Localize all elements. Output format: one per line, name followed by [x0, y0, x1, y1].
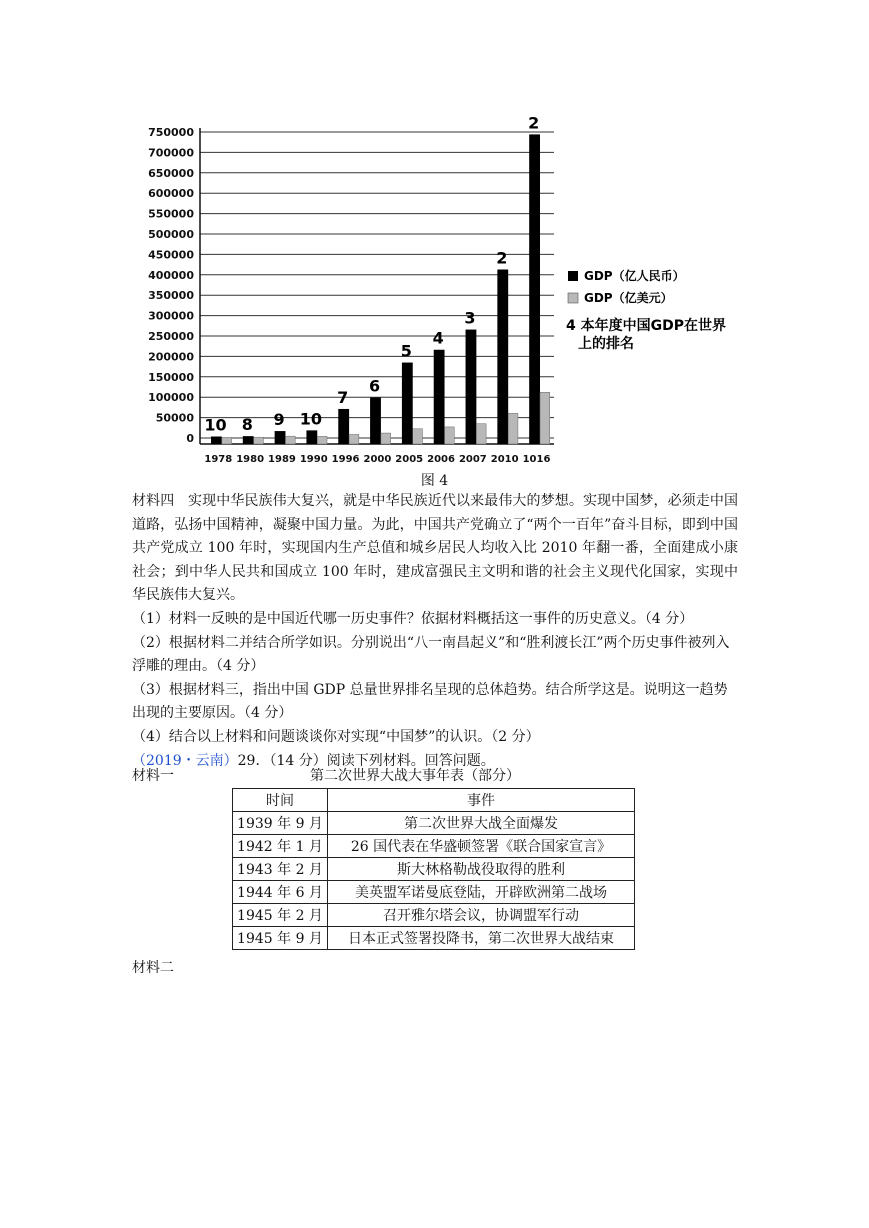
table-cell-time: 1944 年 6 月 — [233, 881, 328, 904]
rank-label: 10 — [299, 409, 323, 429]
y-tick-label: 600000 — [148, 187, 194, 201]
bar-gdp-usd — [349, 434, 359, 444]
material4-block — [132, 490, 738, 773]
y-tick-label: 150000 — [148, 370, 194, 384]
x-tick-label: 2006 — [427, 454, 455, 465]
x-tick-label: 2005 — [395, 454, 424, 465]
table-header-event: 事件 — [328, 789, 635, 812]
rank-label: 6 — [368, 376, 381, 396]
y-tick-label: 750000 — [148, 126, 194, 139]
material4-label: 材料四 — [132, 493, 175, 509]
question-2: （2）根据材料二并结合所学如识。分别说出“八一南昌起义”和“胜利渡长江”两个历史事件被列入浮雕的理由。（4 分） — [132, 634, 730, 675]
table-row — [233, 858, 635, 881]
gdp-chart — [130, 112, 740, 472]
table-row — [233, 835, 635, 858]
table-title: 第二次世界大战大事年表（部分） — [310, 768, 520, 784]
y-tick-label: 650000 — [148, 166, 194, 180]
x-tick-label: 2010 — [490, 454, 519, 465]
y-tick-label: 350000 — [148, 289, 194, 303]
bar-gdp-rmb — [306, 430, 317, 444]
y-tick-label: 450000 — [148, 248, 194, 262]
legend-swatch-usd — [568, 293, 578, 303]
bar-gdp-rmb — [402, 363, 413, 444]
bar-gdp-usd — [476, 424, 486, 444]
table-cell-time: 1939 年 9 月 — [233, 812, 328, 835]
y-tick-label: 50000 — [155, 411, 194, 425]
table-cell-event: 美英盟军诺曼底登陆，开辟欧洲第二战场 — [328, 881, 635, 904]
question-29-text: 29．（14 分）阅读下列材料。回答问题。 — [237, 752, 495, 769]
bar-gdp-usd — [285, 436, 295, 444]
y-tick-label: 250000 — [148, 330, 194, 343]
table-cell-time: 1943 年 2 月 — [233, 858, 328, 881]
bar-gdp-usd — [254, 437, 264, 444]
table-cell-event: 召开雅尔塔会议，协调盟军行动 — [328, 904, 635, 927]
gdp-bar-chart-svg — [130, 112, 740, 472]
table-row — [233, 812, 635, 835]
rank-label: 7 — [337, 387, 349, 407]
table-cell-time: 1945 年 2 月 — [233, 904, 328, 927]
bar-gdp-rmb — [529, 134, 540, 444]
y-tick-label: 100000 — [148, 391, 194, 405]
question-3: （3）根据材料三，指出中国 GDP 总量世界排名呈现的总体趋势。结合所学这是。说明这一趋势出现的主要原因。（4 分） — [132, 681, 728, 722]
table-cell-event: 第二次世界大战全面爆发 — [328, 812, 635, 835]
bar-gdp-rmb — [370, 398, 381, 444]
rank-label: 2 — [496, 248, 508, 268]
table-cell-event: 26 国代表在华盛顿签署《联合国家宣言》 — [328, 835, 635, 858]
x-tick-label: 1996 — [331, 454, 360, 465]
legend-note-line-1: 4 本年度中国GDP在世界 — [566, 318, 726, 334]
x-tick-label: 2007 — [458, 454, 487, 465]
legend-label-rmb: GDP（亿人民币） — [584, 269, 685, 283]
bar-gdp-usd — [508, 413, 518, 444]
legend-note-line-2: 上的排名 — [578, 336, 634, 352]
rank-label: 4 — [432, 328, 444, 348]
table-cell-time: 1945 年 9 月 — [233, 927, 328, 950]
bar-gdp-usd — [413, 429, 423, 444]
table-cell-event: 日本正式签署投降书，第二次世界大战结束 — [328, 927, 635, 950]
x-tick-label: 1990 — [299, 454, 328, 465]
x-tick-label: 1016 — [522, 454, 551, 465]
question-1: （1）材料一反映的是中国近代哪一历史事件？依据材料概括这一事件的历史意义。（4 分） — [132, 610, 694, 627]
question-4: （4）结合以上材料和问题谈谈你对实现“中国梦”的认识。（2 分） — [132, 728, 540, 745]
question-source: （2019・云南） — [132, 752, 238, 769]
rank-label: 3 — [464, 308, 476, 328]
table-row — [233, 881, 635, 904]
table-row — [233, 927, 635, 950]
rank-label: 10 — [204, 415, 227, 435]
rank-label: 8 — [241, 415, 253, 435]
rank-label: 5 — [400, 341, 412, 361]
table-header-row — [233, 789, 635, 812]
bar-gdp-rmb — [243, 436, 254, 444]
y-tick-label: 200000 — [148, 350, 194, 364]
y-tick-label: 550000 — [148, 207, 194, 221]
bar-gdp-rmb — [275, 431, 286, 444]
material1-label: 材料一 — [132, 768, 174, 784]
table-cell-time: 1942 年 1 月 — [233, 835, 328, 858]
y-tick-label: 300000 — [148, 309, 194, 323]
rank-label: 2 — [528, 113, 540, 133]
bar-gdp-usd — [222, 437, 232, 444]
bar-gdp-usd — [381, 433, 391, 444]
bar-gdp-rmb — [338, 409, 349, 444]
bar-gdp-usd — [445, 427, 455, 444]
material1-header — [132, 765, 742, 787]
table-row — [233, 904, 635, 927]
material2-label: 材料二 — [132, 960, 174, 976]
x-tick-label: 1978 — [204, 454, 233, 465]
x-tick-label: 1989 — [268, 454, 296, 465]
figure-caption: 图 4 — [420, 473, 449, 489]
material4-text: 实现中华民族伟大复兴，就是中华民族近代以来最伟大的梦想。实现中国梦，必须走中国道路，弘扬中国精神，凝聚中国力量。为此，中国共产党确立了“两个一百年”奋斗目标，即到中国共产党成立 100 年时，实现国内生产总值和城乡居民人均收入比 2010 年翻一番，全面建成小康社会；到中华人民共和国成立 100 年时，建成富强民主文明和谐的社会主义现代化国家，实现中华民族伟大复兴。 — [132, 493, 739, 604]
bar-gdp-usd — [317, 436, 327, 444]
bar-gdp-rmb — [497, 269, 508, 444]
bar-gdp-usd — [540, 392, 550, 444]
bar-gdp-rmb — [466, 330, 477, 444]
rank-label: 9 — [273, 410, 285, 430]
bar-gdp-rmb — [434, 350, 445, 444]
ww2-events-table — [232, 788, 635, 950]
x-tick-label: 1980 — [236, 454, 265, 465]
legend-label-usd: GDP（亿美元） — [584, 291, 673, 305]
legend-swatch-rmb — [568, 271, 578, 281]
table-header-time: 时间 — [233, 789, 328, 812]
table-cell-event: 斯大林格勒战役取得的胜利 — [328, 858, 635, 881]
bar-gdp-rmb — [211, 437, 222, 444]
y-tick-label: 500000 — [148, 228, 194, 241]
y-tick-label: 700000 — [148, 146, 194, 160]
y-tick-label: 400000 — [148, 268, 194, 282]
x-tick-label: 2000 — [363, 454, 392, 465]
material4-paragraph — [132, 490, 738, 608]
y-tick-label: 0 — [186, 432, 194, 445]
